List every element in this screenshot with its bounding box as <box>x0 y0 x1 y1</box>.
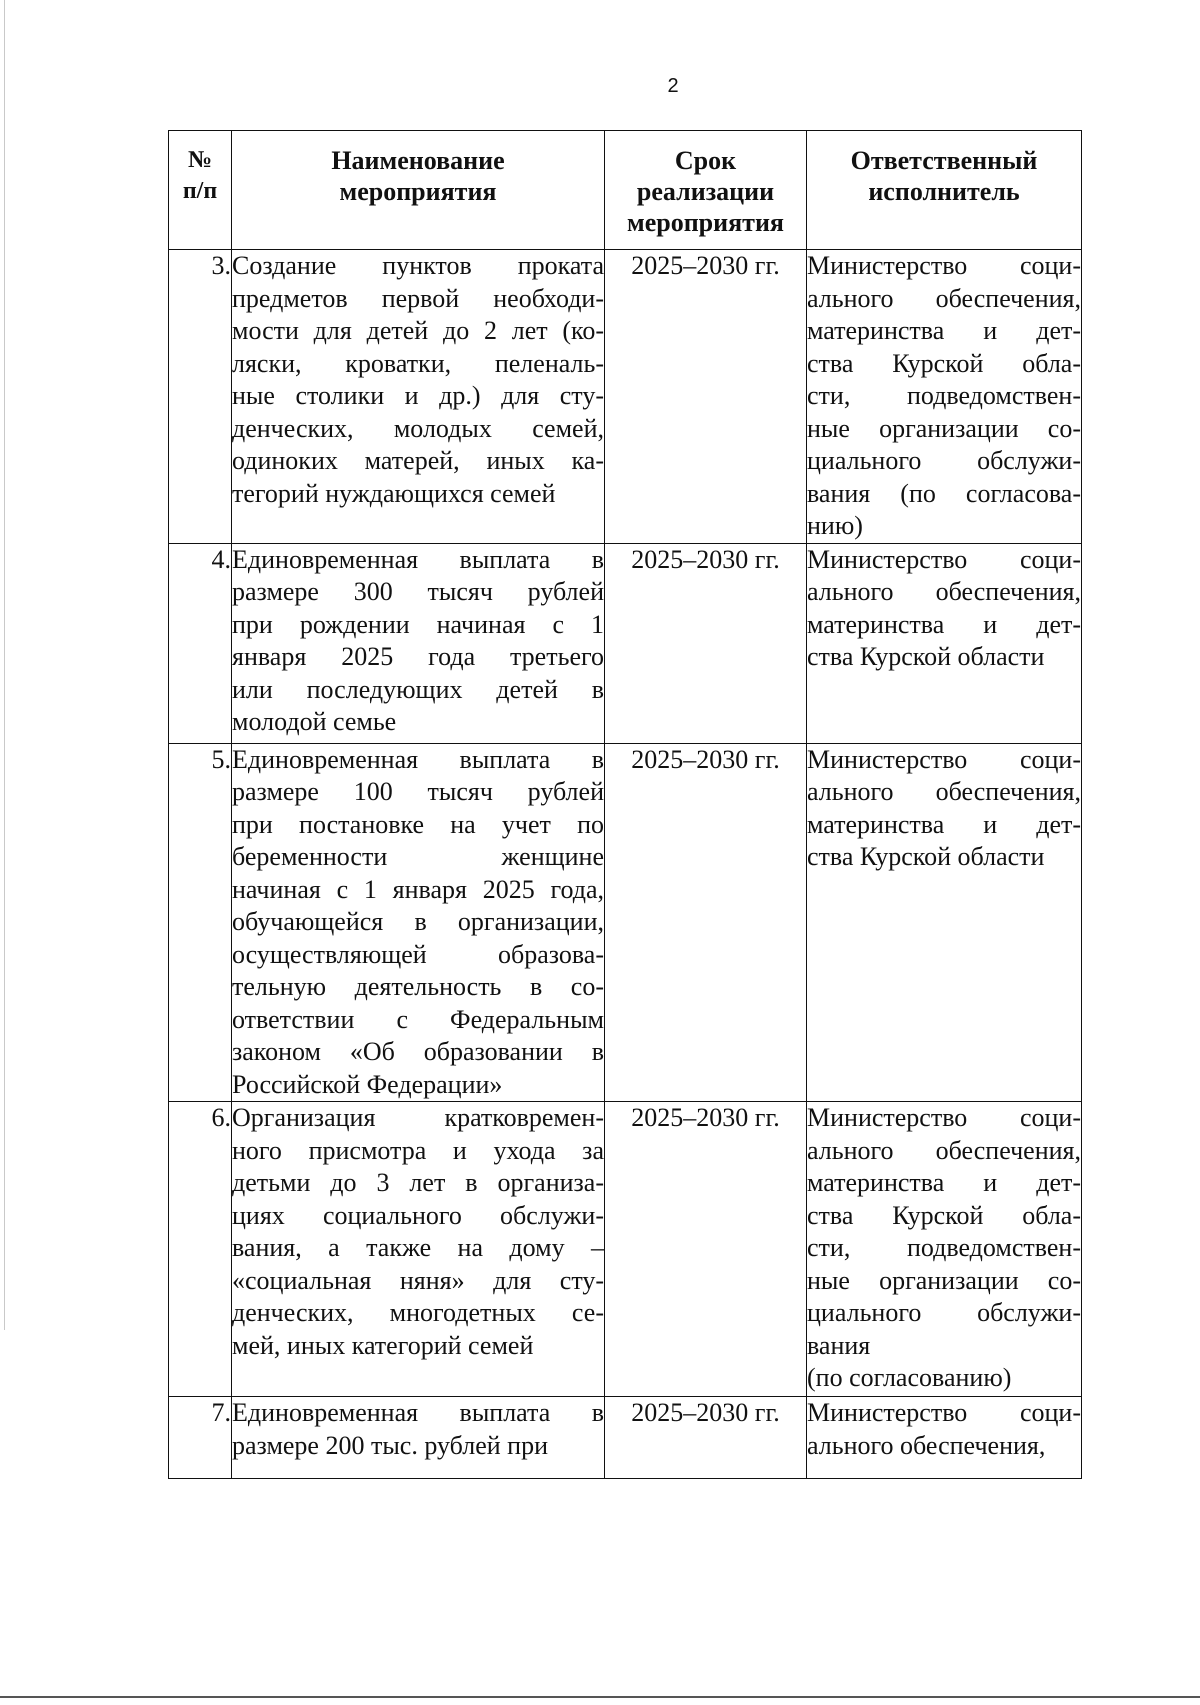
header-name <box>232 131 605 250</box>
measures-table <box>168 130 1082 1479</box>
text-line: Единовременная выплата в <box>232 744 604 774</box>
text-line: января 2025 года третьего <box>232 642 604 671</box>
row-measure-name <box>232 1397 605 1479</box>
page-number: 2 <box>667 75 679 97</box>
scan-edge-bottom <box>0 1696 1200 1698</box>
text-line: ные организации со- <box>807 1265 1081 1295</box>
text-line: мей, иных категорий семей <box>232 1330 534 1360</box>
text-line: (по согласованию) <box>807 1363 1012 1392</box>
text-line: ные организации со- <box>807 413 1081 443</box>
text-line: при постановке на учет по <box>232 809 604 839</box>
header-line: Наименование <box>331 146 505 175</box>
text-line: ответствии с Федеральным <box>232 1004 604 1034</box>
row-term: 2025–2030 гг. <box>605 543 807 743</box>
table-row <box>169 250 1082 544</box>
row-responsible <box>807 543 1082 743</box>
text-line: предметов первой необходи- <box>232 283 604 313</box>
row-number: 5. <box>169 743 232 1102</box>
table-row <box>169 543 1082 743</box>
text-line: обучающейся в организации, <box>232 907 604 936</box>
text-line: циального обслужи- <box>807 1298 1081 1327</box>
row-measure-name <box>232 1102 605 1397</box>
text-line: сти, подведомствен- <box>807 381 1081 410</box>
text-line: ального обеспечения, <box>807 1135 1081 1165</box>
text-line: тельную деятельность в со- <box>232 972 604 1001</box>
row-number: 7. <box>169 1397 232 1479</box>
row-term: 2025–2030 гг. <box>605 1397 807 1479</box>
text-line: Министерство соци- <box>807 251 1081 280</box>
text-line: одиноких матерей, иных ка- <box>232 446 604 475</box>
text-line: материнства и дет- <box>807 609 1081 639</box>
text-line: беременности женщине <box>232 842 604 871</box>
text-line: ального обеспечения, <box>807 577 1081 606</box>
text-line: Министерство соци- <box>807 1398 1081 1427</box>
text-line: размере 300 тысяч рублей <box>232 577 604 606</box>
row-responsible <box>807 743 1082 1102</box>
text-line: ства Курской области <box>807 842 1045 871</box>
row-number: 4. <box>169 543 232 743</box>
row-responsible <box>807 1102 1082 1397</box>
header-line: исполнитель <box>868 177 1020 206</box>
text-line: размере 200 тыс. рублей при <box>232 1430 548 1460</box>
text-line: материнства и дет- <box>807 1168 1081 1197</box>
text-line: материнства и дет- <box>807 809 1081 839</box>
text-line: ства Курской обла- <box>807 348 1081 378</box>
text-line: ства Курской области <box>807 642 1045 671</box>
row-number: 6. <box>169 1102 232 1397</box>
text-line: нию) <box>807 511 863 540</box>
header-term <box>605 131 807 250</box>
text-line: начиная с 1 января 2025 года, <box>232 874 604 904</box>
text-line: денческих, многодетных се- <box>232 1298 604 1327</box>
table-header-row <box>169 131 1082 250</box>
text-line: осуществляющей образова- <box>232 939 604 969</box>
row-number: 3. <box>169 250 232 544</box>
text-line: материнства и дет- <box>807 316 1081 345</box>
text-line: или последующих детей в <box>232 674 604 704</box>
text-line: Министерство соци- <box>807 1103 1081 1132</box>
header-line: Срок <box>674 146 737 175</box>
header-line: реализации <box>636 177 775 206</box>
text-line: Создание пунктов проката <box>232 251 604 280</box>
table-row <box>169 1397 1082 1479</box>
header-number <box>169 131 232 250</box>
text-line: Единовременная выплата в <box>232 544 604 574</box>
text-line: при рождении начиная с 1 <box>232 609 604 639</box>
table-row <box>169 1102 1082 1397</box>
text-line: мости для детей до 2 лет (ко- <box>232 316 604 345</box>
text-line: циях социального обслужи- <box>232 1200 604 1230</box>
row-measure-name <box>232 250 605 544</box>
text-line: вания, а также на дому – <box>232 1233 604 1262</box>
text-line: тегорий нуждающихся семей <box>232 478 556 508</box>
text-line: детьми до 3 лет в организа- <box>232 1168 604 1197</box>
text-line: ные столики и др.) для сту- <box>232 381 604 410</box>
header-line: мероприятия <box>626 208 784 237</box>
text-line: вания (по согласова- <box>807 478 1081 508</box>
row-measure-name <box>232 543 605 743</box>
text-line: Министерство соци- <box>807 744 1081 774</box>
header-line: п/п <box>182 178 218 204</box>
row-term: 2025–2030 гг. <box>605 250 807 544</box>
row-measure-name <box>232 743 605 1102</box>
text-line: циального обслужи- <box>807 446 1081 475</box>
text-line: «социальная няня» для сту- <box>232 1265 604 1295</box>
text-line: законом «Об образовании в <box>232 1037 604 1066</box>
header-line: мероприятия <box>339 177 497 206</box>
text-line: ального обеспечения, <box>807 1430 1046 1460</box>
header-line: Ответственный <box>850 146 1038 175</box>
text-line: денческих, молодых семей, <box>232 413 604 443</box>
header-line: № <box>187 147 213 173</box>
text-line: ального обеспечения, <box>807 283 1081 313</box>
text-line: Организация кратковремен- <box>232 1103 604 1132</box>
row-term: 2025–2030 гг. <box>605 1102 807 1397</box>
header-responsible <box>807 131 1082 250</box>
text-line: Российской Федерации» <box>232 1069 503 1099</box>
text-line: вания <box>807 1330 871 1360</box>
row-responsible <box>807 250 1082 544</box>
text-line: Единовременная выплата в <box>232 1398 604 1427</box>
text-line: ального обеспечения, <box>807 777 1081 806</box>
row-term: 2025–2030 гг. <box>605 743 807 1102</box>
scan-edge-left <box>4 0 5 1330</box>
text-line: размере 100 тысяч рублей <box>232 777 604 806</box>
text-line: ного присмотра и ухода за <box>232 1135 604 1165</box>
text-line: молодой семье <box>232 707 397 736</box>
text-line: ляски, кроватки, пеленаль- <box>232 348 604 378</box>
text-line: ства Курской обла- <box>807 1200 1081 1230</box>
text-line: сти, подведомствен- <box>807 1233 1081 1262</box>
table-row <box>169 743 1082 1102</box>
row-responsible <box>807 1397 1082 1479</box>
text-line: Министерство соци- <box>807 544 1081 574</box>
